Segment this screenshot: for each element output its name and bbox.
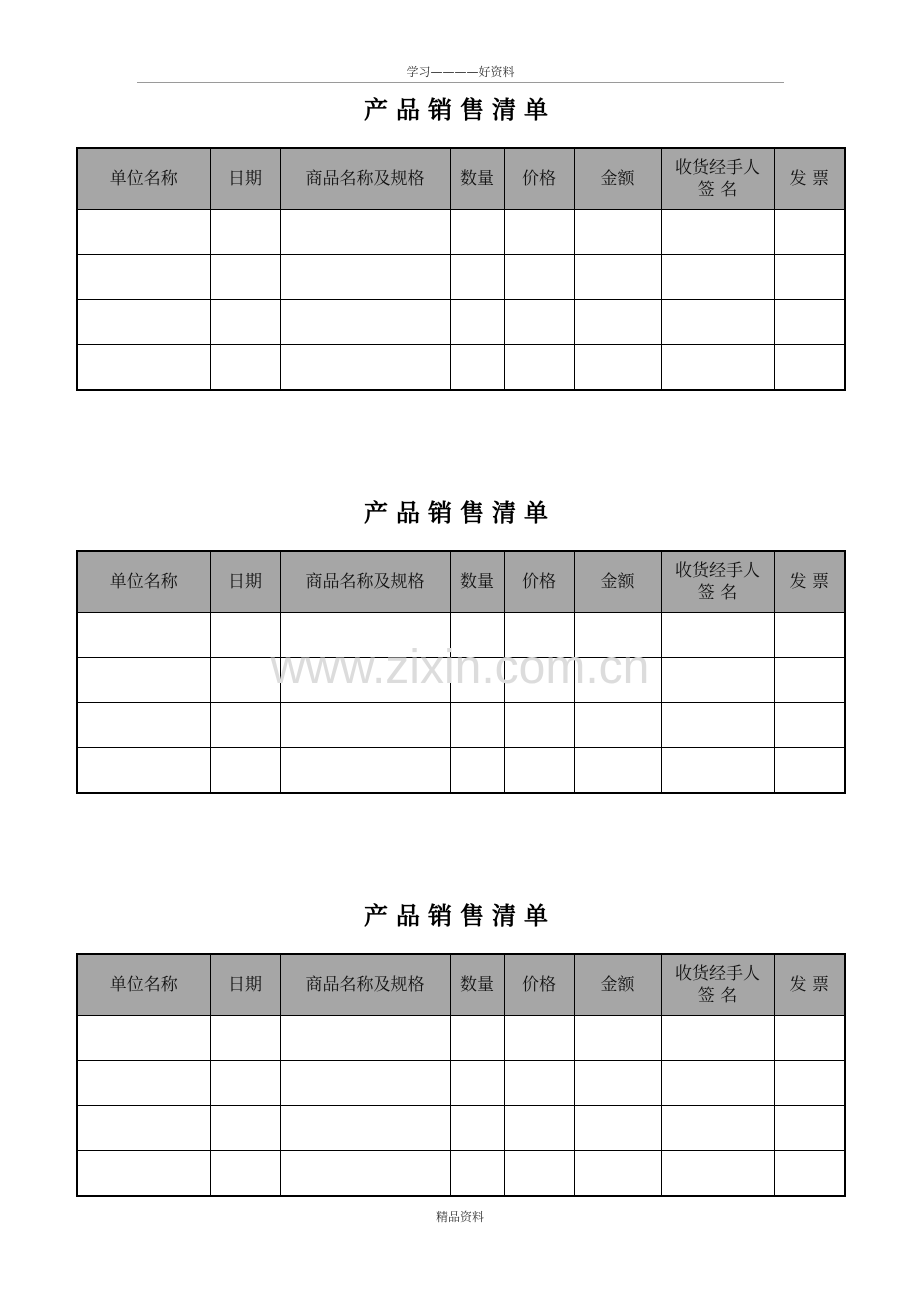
- table-cell[interactable]: [280, 210, 450, 255]
- table-header-row: [77, 148, 845, 210]
- table-cell[interactable]: [504, 300, 574, 345]
- table-row: [77, 1151, 845, 1197]
- table-cell[interactable]: [661, 703, 774, 748]
- column-header-unit-name: 单位名称: [77, 148, 210, 210]
- table-cell[interactable]: [77, 703, 210, 748]
- table-cell[interactable]: [774, 255, 845, 300]
- table-cell[interactable]: [774, 1016, 845, 1061]
- table-cell[interactable]: [450, 255, 504, 300]
- column-header-amount: 金额: [574, 954, 661, 1016]
- section-title: 产品销售清单: [364, 902, 556, 930]
- table-row: [77, 345, 845, 391]
- table-cell[interactable]: [504, 748, 574, 794]
- table-cell[interactable]: [210, 1151, 280, 1197]
- table-cell[interactable]: [504, 345, 574, 391]
- page-header: [137, 64, 784, 83]
- table-cell[interactable]: [280, 300, 450, 345]
- column-header-receiver-signature: 收货经手人 签 名: [661, 148, 774, 210]
- table-cell[interactable]: [504, 1106, 574, 1151]
- table-cell[interactable]: [661, 748, 774, 794]
- table-cell[interactable]: [280, 1016, 450, 1061]
- sales-table: [76, 550, 846, 794]
- table-header-row: [77, 954, 845, 1016]
- table-cell[interactable]: [661, 658, 774, 703]
- column-header-unit-name: 单位名称: [77, 551, 210, 613]
- column-header-unit-name: 单位名称: [77, 954, 210, 1016]
- table-cell[interactable]: [77, 1061, 210, 1106]
- table-cell[interactable]: [574, 210, 661, 255]
- table-cell[interactable]: [280, 345, 450, 391]
- table-row: [77, 658, 845, 703]
- table-cell[interactable]: [574, 703, 661, 748]
- table-row: [77, 613, 845, 658]
- column-header-product-spec: 商品名称及规格: [280, 551, 450, 613]
- table-cell[interactable]: [661, 613, 774, 658]
- table-cell[interactable]: [774, 210, 845, 255]
- column-header-date: 日期: [210, 148, 280, 210]
- table-cell[interactable]: [504, 255, 574, 300]
- column-header-invoice: 发 票: [774, 148, 845, 210]
- table-cell[interactable]: [504, 613, 574, 658]
- table-cell[interactable]: [77, 748, 210, 794]
- table-cell[interactable]: [450, 1151, 504, 1197]
- table-cell[interactable]: [280, 255, 450, 300]
- column-header-product-spec: 商品名称及规格: [280, 954, 450, 1016]
- table-cell[interactable]: [574, 345, 661, 391]
- table-cell[interactable]: [450, 703, 504, 748]
- table-cell[interactable]: [774, 703, 845, 748]
- table-cell[interactable]: [774, 613, 845, 658]
- table-cell[interactable]: [210, 703, 280, 748]
- table-cell[interactable]: [574, 658, 661, 703]
- table-cell[interactable]: [210, 658, 280, 703]
- table-cell[interactable]: [450, 345, 504, 391]
- table-cell[interactable]: [661, 255, 774, 300]
- table-cell[interactable]: [504, 210, 574, 255]
- table-cell[interactable]: [574, 613, 661, 658]
- table-cell[interactable]: [661, 210, 774, 255]
- column-header-amount: 金额: [574, 148, 661, 210]
- column-header-date: 日期: [210, 954, 280, 1016]
- table-cell[interactable]: [77, 345, 210, 391]
- column-header-receiver-signature: 收货经手人 签 名: [661, 954, 774, 1016]
- footer-text: 精品资料: [435, 1210, 484, 1224]
- table-row: [77, 748, 845, 794]
- watermark: www.zixin.com.cn: [270, 641, 650, 694]
- header-text: 学习————好资料: [406, 65, 515, 79]
- table-row: [77, 255, 845, 300]
- column-header-price: 价格: [504, 551, 574, 613]
- table-cell[interactable]: [450, 1106, 504, 1151]
- table-cell[interactable]: [77, 1106, 210, 1151]
- table-cell[interactable]: [77, 1016, 210, 1061]
- table-cell[interactable]: [450, 210, 504, 255]
- table-cell[interactable]: [504, 658, 574, 703]
- table-cell[interactable]: [574, 1061, 661, 1106]
- section-title: 产品销售清单: [364, 96, 556, 124]
- column-header-price: 价格: [504, 954, 574, 1016]
- table-row: [77, 210, 845, 255]
- column-header-invoice: 发 票: [774, 954, 845, 1016]
- table-cell[interactable]: [661, 345, 774, 391]
- table-cell[interactable]: [661, 300, 774, 345]
- table-cell[interactable]: [210, 1061, 280, 1106]
- sales-table: [76, 953, 846, 1197]
- page-footer: [0, 1208, 920, 1225]
- table-cell[interactable]: [280, 748, 450, 794]
- table-cell[interactable]: [280, 613, 450, 658]
- table-cell[interactable]: [210, 210, 280, 255]
- table-cell[interactable]: [774, 300, 845, 345]
- table-cell[interactable]: [77, 613, 210, 658]
- table-row: [77, 1106, 845, 1151]
- table-cell[interactable]: [210, 1106, 280, 1151]
- table-cell[interactable]: [504, 1016, 574, 1061]
- table-cell[interactable]: [774, 748, 845, 794]
- table-row: [77, 1061, 845, 1106]
- table-cell[interactable]: [574, 300, 661, 345]
- table-cell[interactable]: [504, 1061, 574, 1106]
- table-cell[interactable]: [661, 1106, 774, 1151]
- table-row: [77, 1016, 845, 1061]
- table-cell[interactable]: [450, 613, 504, 658]
- table-cell[interactable]: [774, 1061, 845, 1106]
- column-header-product-spec: 商品名称及规格: [280, 148, 450, 210]
- column-header-quantity: 数量: [450, 954, 504, 1016]
- table-cell[interactable]: [504, 703, 574, 748]
- table-cell[interactable]: [450, 1061, 504, 1106]
- table-cell[interactable]: [450, 658, 504, 703]
- column-header-quantity: 数量: [450, 148, 504, 210]
- table-header-row: [77, 551, 845, 613]
- table-cell[interactable]: [774, 1106, 845, 1151]
- table-cell[interactable]: [661, 1151, 774, 1197]
- column-header-date: 日期: [210, 551, 280, 613]
- table-cell[interactable]: [210, 613, 280, 658]
- table-cell[interactable]: [504, 1151, 574, 1197]
- table-row: [77, 703, 845, 748]
- table-cell[interactable]: [450, 748, 504, 794]
- table-cell[interactable]: [280, 703, 450, 748]
- column-header-invoice: 发 票: [774, 551, 845, 613]
- table-cell[interactable]: [280, 1151, 450, 1197]
- table-cell[interactable]: [574, 255, 661, 300]
- table-cell[interactable]: [77, 300, 210, 345]
- table-cell[interactable]: [280, 658, 450, 703]
- table-cell[interactable]: [210, 345, 280, 391]
- table-cell[interactable]: [574, 1106, 661, 1151]
- table-cell[interactable]: [77, 1151, 210, 1197]
- table-cell[interactable]: [574, 1016, 661, 1061]
- table-cell[interactable]: [450, 300, 504, 345]
- table-cell[interactable]: [77, 210, 210, 255]
- table-cell[interactable]: [77, 658, 210, 703]
- table-cell[interactable]: [280, 1106, 450, 1151]
- table-cell[interactable]: [574, 748, 661, 794]
- table-row: [77, 300, 845, 345]
- column-header-price: 价格: [504, 148, 574, 210]
- table-cell[interactable]: [77, 255, 210, 300]
- table-cell[interactable]: [210, 748, 280, 794]
- sales-table: [76, 147, 846, 391]
- column-header-receiver-signature: 收货经手人 签 名: [661, 551, 774, 613]
- column-header-amount: 金额: [574, 551, 661, 613]
- table-cell[interactable]: [774, 1151, 845, 1197]
- column-header-quantity: 数量: [450, 551, 504, 613]
- table-cell[interactable]: [450, 1016, 504, 1061]
- table-cell[interactable]: [210, 300, 280, 345]
- table-cell[interactable]: [574, 1151, 661, 1197]
- table-cell[interactable]: [774, 658, 845, 703]
- section-title: 产品销售清单: [364, 499, 556, 527]
- table-cell[interactable]: [661, 1061, 774, 1106]
- table-cell[interactable]: [280, 1061, 450, 1106]
- table-cell[interactable]: [210, 255, 280, 300]
- table-cell[interactable]: [210, 1016, 280, 1061]
- table-cell[interactable]: [661, 1016, 774, 1061]
- table-cell[interactable]: [774, 345, 845, 391]
